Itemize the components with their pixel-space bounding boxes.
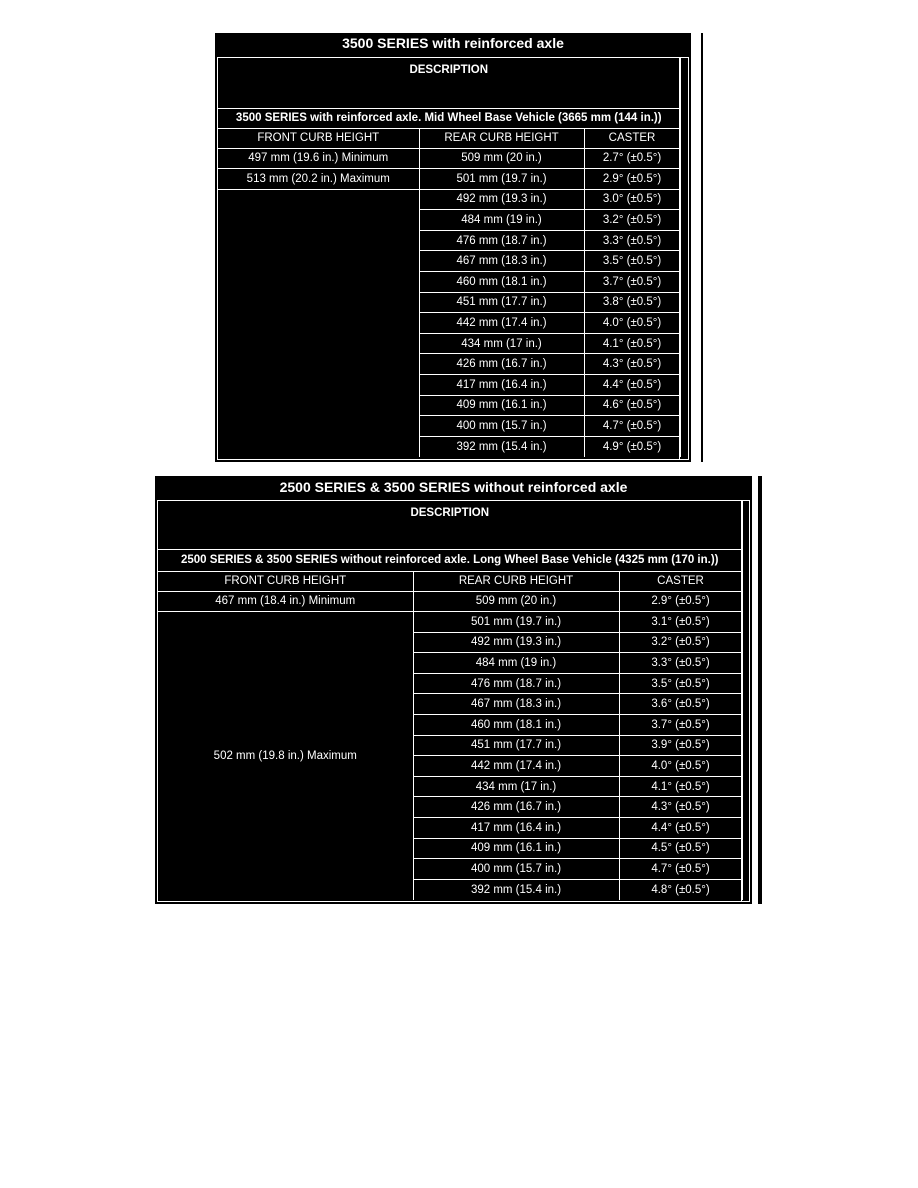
table1-rear-cell: 392 mm (15.4 in.) xyxy=(419,436,584,457)
table2-rear-cell: 417 mm (16.4 in.) xyxy=(413,818,619,839)
table2-description-label: DESCRIPTION xyxy=(158,501,742,549)
table2-caster-cell: 4.5° (±0.5°) xyxy=(619,838,742,859)
table1-rear-cell: 467 mm (18.3 in.) xyxy=(419,251,584,272)
table1-rear-cell: 400 mm (15.7 in.) xyxy=(419,416,584,437)
table2-caster-cell: 3.5° (±0.5°) xyxy=(619,673,742,694)
table2-caster-cell: 4.3° (±0.5°) xyxy=(619,797,742,818)
table2-rear-cell: 460 mm (18.1 in.) xyxy=(413,715,619,736)
table1-caster-cell: 4.6° (±0.5°) xyxy=(584,395,680,416)
table1-caster-cell: 4.7° (±0.5°) xyxy=(584,416,680,437)
table1-header-front: FRONT CURB HEIGHT xyxy=(218,128,419,148)
table2-rear-cell: 442 mm (17.4 in.) xyxy=(413,756,619,777)
table1-caster-cell: 3.2° (±0.5°) xyxy=(584,210,680,231)
table2-rear-cell: 434 mm (17 in.) xyxy=(413,776,619,797)
table1-caster-cell: 4.9° (±0.5°) xyxy=(584,436,680,457)
table1-row xyxy=(218,148,680,169)
table2-title: 2500 SERIES & 3500 SERIES without reinforced axle xyxy=(279,479,628,495)
table2-side-bar xyxy=(758,476,762,904)
table1-row xyxy=(218,169,680,190)
table1-caster-cell: 2.9° (±0.5°) xyxy=(584,169,680,190)
table2-rear-cell: 492 mm (19.3 in.) xyxy=(413,632,619,653)
table2-caster-cell: 4.1° (±0.5°) xyxy=(619,776,742,797)
table1-caster-cell: 4.3° (±0.5°) xyxy=(584,354,680,375)
table1-caster-cell: 2.7° (±0.5°) xyxy=(584,148,680,169)
table2-caster-cell: 3.3° (±0.5°) xyxy=(619,653,742,674)
table1-header-rear: REAR CURB HEIGHT xyxy=(419,128,584,148)
table2-caster-cell: 4.4° (±0.5°) xyxy=(619,818,742,839)
table2-subtitle: 2500 SERIES & 3500 SERIES without reinforced axle. Long Wheel Base Vehicle (4325 mm (170 in.)) xyxy=(158,549,742,571)
table1-front-cell: 497 mm (19.6 in.) Minimum xyxy=(218,148,419,169)
table2-row xyxy=(158,612,742,633)
table1-caster-cell: 3.5° (±0.5°) xyxy=(584,251,680,272)
table2-front-cell: 502 mm (19.8 in.) Maximum xyxy=(158,612,413,900)
table2-front-cell: 467 mm (18.4 in.) Minimum xyxy=(158,591,413,612)
table1-front-cell: 513 mm (20.2 in.) Maximum xyxy=(218,169,419,190)
table2-rear-cell: 400 mm (15.7 in.) xyxy=(413,859,619,880)
table1-block xyxy=(215,33,691,462)
table2-rear-cell: 392 mm (15.4 in.) xyxy=(413,879,619,900)
table2-rear-cell: 484 mm (19 in.) xyxy=(413,653,619,674)
table2-rear-cell: 426 mm (16.7 in.) xyxy=(413,797,619,818)
table2-row xyxy=(158,591,742,612)
table1-caster-cell: 3.8° (±0.5°) xyxy=(584,292,680,313)
table2-caster-cell: 4.0° (±0.5°) xyxy=(619,756,742,777)
table2-rear-cell: 501 mm (19.7 in.) xyxy=(413,612,619,633)
table2-header-rear: REAR CURB HEIGHT xyxy=(413,571,619,591)
table2-caster-cell: 3.7° (±0.5°) xyxy=(619,715,742,736)
table1-front-empty xyxy=(218,189,419,457)
table1-rear-cell: 476 mm (18.7 in.) xyxy=(419,230,584,251)
table1-caster-cell: 4.1° (±0.5°) xyxy=(584,333,680,354)
table1 xyxy=(218,58,681,457)
table1-caster-cell: 3.0° (±0.5°) xyxy=(584,189,680,210)
table2 xyxy=(158,501,743,900)
table1-rear-cell: 442 mm (17.4 in.) xyxy=(419,313,584,334)
table2-rear-cell: 409 mm (16.1 in.) xyxy=(413,838,619,859)
table1-rear-cell: 501 mm (19.7 in.) xyxy=(419,169,584,190)
table2-header-caster: CASTER xyxy=(619,571,742,591)
table1-subtitle: 3500 SERIES with reinforced axle. Mid Wheel Base Vehicle (3665 mm (144 in.)) xyxy=(218,108,680,128)
table1-rear-cell: 492 mm (19.3 in.) xyxy=(419,189,584,210)
table1-caster-cell: 3.7° (±0.5°) xyxy=(584,272,680,293)
table1-description-label: DESCRIPTION xyxy=(218,58,680,108)
table1-rear-cell: 460 mm (18.1 in.) xyxy=(419,272,584,293)
table1-caster-cell: 3.3° (±0.5°) xyxy=(584,230,680,251)
table1-rear-cell: 451 mm (17.7 in.) xyxy=(419,292,584,313)
table1-rear-cell: 417 mm (16.4 in.) xyxy=(419,375,584,396)
table2-block xyxy=(155,476,752,904)
table2-caster-cell: 3.1° (±0.5°) xyxy=(619,612,742,633)
table1-rear-cell: 434 mm (17 in.) xyxy=(419,333,584,354)
table2-header-front: FRONT CURB HEIGHT xyxy=(158,571,413,591)
table1-caster-cell: 4.0° (±0.5°) xyxy=(584,313,680,334)
table1-rear-cell: 509 mm (20 in.) xyxy=(419,148,584,169)
table2-rear-cell: 451 mm (17.7 in.) xyxy=(413,735,619,756)
table1-rear-cell: 409 mm (16.1 in.) xyxy=(419,395,584,416)
table2-rear-cell: 509 mm (20 in.) xyxy=(413,591,619,612)
table1-caster-cell: 4.4° (±0.5°) xyxy=(584,375,680,396)
table1-header-caster: CASTER xyxy=(584,128,680,148)
table1-title: 3500 SERIES with reinforced axle xyxy=(342,35,564,51)
table2-rear-cell: 476 mm (18.7 in.) xyxy=(413,673,619,694)
table1-rear-cell: 484 mm (19 in.) xyxy=(419,210,584,231)
table2-caster-cell: 3.6° (±0.5°) xyxy=(619,694,742,715)
table2-caster-cell: 4.7° (±0.5°) xyxy=(619,859,742,880)
table2-rear-cell: 467 mm (18.3 in.) xyxy=(413,694,619,715)
table2-caster-cell: 2.9° (±0.5°) xyxy=(619,591,742,612)
table1-row xyxy=(218,189,680,210)
table1-rear-cell: 426 mm (16.7 in.) xyxy=(419,354,584,375)
table2-caster-cell: 3.9° (±0.5°) xyxy=(619,735,742,756)
table1-side-bar xyxy=(701,33,703,462)
table2-caster-cell: 3.2° (±0.5°) xyxy=(619,632,742,653)
table2-caster-cell: 4.8° (±0.5°) xyxy=(619,879,742,900)
